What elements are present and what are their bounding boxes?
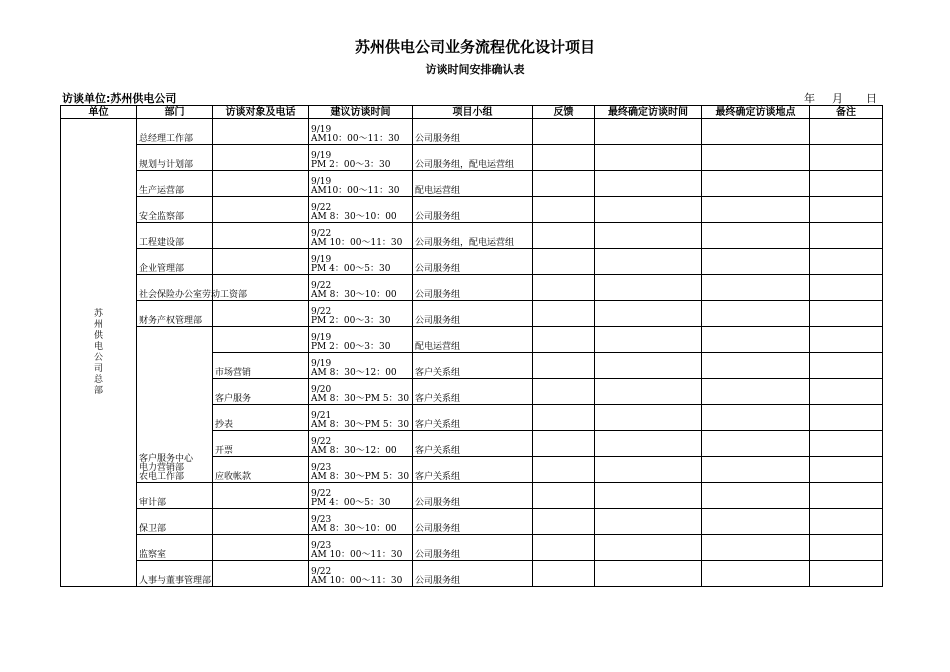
final-time-cell xyxy=(595,483,702,509)
col-suggested-time: 建议访谈时间 xyxy=(309,106,413,119)
group-cell: 公司服务组 xyxy=(413,561,533,587)
col-feedback: 反馈 xyxy=(533,106,595,119)
time-cell xyxy=(309,561,413,587)
time-cell xyxy=(309,249,413,275)
feedback-cell xyxy=(533,431,595,457)
document-title: 苏州供电公司业务流程优化设计项目 xyxy=(354,38,595,56)
table-row xyxy=(61,145,883,171)
group-cell: 客户关系组 xyxy=(413,457,533,483)
feedback-cell xyxy=(533,275,595,301)
remarks-cell xyxy=(810,197,883,223)
time-date: 9/22 xyxy=(311,281,332,291)
dept-cell: 总经理工作部 xyxy=(137,119,213,145)
feedback-cell xyxy=(533,483,595,509)
table-row xyxy=(61,561,883,587)
time-cell xyxy=(309,171,413,197)
final-time-cell xyxy=(595,535,702,561)
time-range: PM 4：00～5：30 xyxy=(311,264,391,274)
time-cell xyxy=(309,353,413,379)
time-cell xyxy=(309,145,413,171)
time-range: AM 8：30～PM 5：30 xyxy=(311,420,410,430)
remarks-cell xyxy=(810,405,883,431)
time-range: AM 8：30～12：00 xyxy=(311,368,397,378)
group-cell: 公司服务组，配电运营组 xyxy=(413,145,533,171)
interview-unit-label: 访谈单位:苏州供电公司 xyxy=(62,92,177,105)
col-contact: 访谈对象及电话 xyxy=(213,106,309,119)
contact-cell: 抄表 xyxy=(213,405,309,431)
final-time-cell xyxy=(595,171,702,197)
group-cell: 公司服务组 xyxy=(413,483,533,509)
feedback-cell xyxy=(533,379,595,405)
final-time-cell xyxy=(595,327,702,353)
time-range: AM 8：30～10：00 xyxy=(311,290,397,300)
time-date: 9/19 xyxy=(311,151,332,161)
group-cell: 客户关系组 xyxy=(413,379,533,405)
time-cell xyxy=(309,431,413,457)
final-location-cell xyxy=(702,223,810,249)
time-date: 9/22 xyxy=(311,437,332,447)
time-cell xyxy=(309,223,413,249)
final-location-cell xyxy=(702,509,810,535)
group-cell: 公司服务组 xyxy=(413,509,533,535)
contact-cell xyxy=(213,327,309,353)
dept-cell: 社会保险办公室劳动工资部 xyxy=(137,275,213,301)
contact-cell xyxy=(213,171,309,197)
document-subtitle: 访谈时间安排确认表 xyxy=(425,63,525,76)
group-cell: 客户关系组 xyxy=(413,405,533,431)
time-cell xyxy=(309,197,413,223)
feedback-cell xyxy=(533,509,595,535)
time-cell xyxy=(309,119,413,145)
table-row xyxy=(61,275,883,301)
time-range: AM10：00～11：30 xyxy=(311,186,400,196)
final-time-cell xyxy=(595,145,702,171)
time-range: AM 10：00～11：30 xyxy=(311,238,403,248)
dept-cell: 审计部 xyxy=(137,483,213,509)
group-cell: 配电运营组 xyxy=(413,327,533,353)
final-time-cell xyxy=(595,405,702,431)
dept-cell xyxy=(137,327,213,483)
group-cell: 公司服务组 xyxy=(413,119,533,145)
time-range: PM 2：00～3：30 xyxy=(311,160,391,170)
group-cell: 公司服务组 xyxy=(413,197,533,223)
final-time-cell xyxy=(595,197,702,223)
feedback-cell xyxy=(533,249,595,275)
final-time-cell xyxy=(595,249,702,275)
final-location-cell xyxy=(702,249,810,275)
table-row xyxy=(61,509,883,535)
table-row xyxy=(61,249,883,275)
table-row xyxy=(61,119,883,145)
group-cell: 公司服务组 xyxy=(413,275,533,301)
time-date: 9/22 xyxy=(311,229,332,239)
time-date: 9/22 xyxy=(311,567,332,577)
final-location-cell xyxy=(702,197,810,223)
final-location-cell xyxy=(702,457,810,483)
remarks-cell xyxy=(810,353,883,379)
time-cell xyxy=(309,327,413,353)
col-final-location: 最终确定访谈地点 xyxy=(702,106,810,119)
group-cell: 配电运营组 xyxy=(413,171,533,197)
remarks-cell xyxy=(810,457,883,483)
remarks-cell xyxy=(810,379,883,405)
dept-cell: 企业管理部 xyxy=(137,249,213,275)
time-cell xyxy=(309,535,413,561)
contact-cell xyxy=(213,119,309,145)
remarks-cell xyxy=(810,535,883,561)
col-final-time: 最终确定访谈时间 xyxy=(595,106,702,119)
time-date: 9/22 xyxy=(311,307,332,317)
final-time-cell xyxy=(595,431,702,457)
feedback-cell xyxy=(533,171,595,197)
contact-cell: 客户服务 xyxy=(213,379,309,405)
final-time-cell xyxy=(595,301,702,327)
day-label: 日 xyxy=(866,92,877,105)
dept-line: 农电工作部 xyxy=(139,472,185,482)
final-time-cell xyxy=(595,509,702,535)
remarks-cell xyxy=(810,509,883,535)
year-label: 年 xyxy=(804,92,815,105)
final-time-cell xyxy=(595,561,702,587)
final-location-cell xyxy=(702,145,810,171)
time-date: 9/19 xyxy=(311,255,332,265)
time-range: PM 2：00～3：30 xyxy=(311,342,391,352)
feedback-cell xyxy=(533,119,595,145)
month-label: 月 xyxy=(832,92,843,105)
group-cell: 公司服务组 xyxy=(413,249,533,275)
final-location-cell xyxy=(702,353,810,379)
time-cell xyxy=(309,405,413,431)
time-range: PM 2：00～3：30 xyxy=(311,316,391,326)
contact-cell xyxy=(213,197,309,223)
time-range: AM 8：30～10：00 xyxy=(311,524,397,534)
contact-cell xyxy=(213,561,309,587)
final-time-cell xyxy=(595,275,702,301)
group-cell: 客户关系组 xyxy=(413,353,533,379)
time-range: AM 8：30～PM 5：30 xyxy=(311,472,410,482)
time-cell xyxy=(309,457,413,483)
time-date: 9/22 xyxy=(311,203,332,213)
feedback-cell xyxy=(533,223,595,249)
time-cell xyxy=(309,509,413,535)
time-date: 9/19 xyxy=(311,177,332,187)
final-time-cell xyxy=(595,223,702,249)
time-date: 9/20 xyxy=(311,385,332,395)
unit-name: 苏州供电公司总部 xyxy=(93,308,103,396)
contact-cell xyxy=(213,223,309,249)
group-cell: 公司服务组，配电运营组 xyxy=(413,223,533,249)
col-dept: 部门 xyxy=(137,106,213,119)
time-date: 9/19 xyxy=(311,333,332,343)
contact-cell xyxy=(213,301,309,327)
final-location-cell xyxy=(702,301,810,327)
final-location-cell xyxy=(702,405,810,431)
dept-line: 电力营销部 xyxy=(139,463,185,473)
remarks-cell xyxy=(810,171,883,197)
feedback-cell xyxy=(533,561,595,587)
final-time-cell xyxy=(595,379,702,405)
remarks-cell xyxy=(810,431,883,457)
dept-cell: 监察室 xyxy=(137,535,213,561)
final-location-cell xyxy=(702,483,810,509)
final-location-cell xyxy=(702,171,810,197)
time-date: 9/23 xyxy=(311,463,332,473)
feedback-cell xyxy=(533,405,595,431)
table-row xyxy=(61,171,883,197)
table-row xyxy=(61,301,883,327)
time-cell xyxy=(309,275,413,301)
dept-cell: 安全监察部 xyxy=(137,197,213,223)
time-range: AM 10：00～11：30 xyxy=(311,550,403,560)
time-date: 9/19 xyxy=(311,359,332,369)
contact-cell: 市场营销 xyxy=(213,353,309,379)
contact-cell xyxy=(213,249,309,275)
feedback-cell xyxy=(533,327,595,353)
group-cell: 公司服务组 xyxy=(413,535,533,561)
dept-cell: 保卫部 xyxy=(137,509,213,535)
remarks-cell xyxy=(810,223,883,249)
col-project-group: 项目小组 xyxy=(413,106,533,119)
time-cell xyxy=(309,483,413,509)
feedback-cell xyxy=(533,197,595,223)
final-time-cell xyxy=(595,457,702,483)
table-row xyxy=(61,483,883,509)
table-row xyxy=(61,327,883,353)
dept-cell: 人事与董事管理部 xyxy=(137,561,213,587)
col-unit: 单位 xyxy=(61,106,137,119)
contact-cell xyxy=(213,483,309,509)
time-date: 9/19 xyxy=(311,125,332,135)
final-location-cell xyxy=(702,275,810,301)
header-row xyxy=(61,106,883,119)
time-range: AM 8：30～PM 5：30 xyxy=(311,394,410,404)
group-cell: 客户关系组 xyxy=(413,431,533,457)
schedule-table xyxy=(60,105,883,587)
dept-cell: 规划与计划部 xyxy=(137,145,213,171)
time-date: 9/21 xyxy=(311,411,332,421)
table-row xyxy=(61,223,883,249)
unit-cell xyxy=(61,119,137,587)
time-range: AM 8：30～10：00 xyxy=(311,212,397,222)
final-location-cell xyxy=(702,535,810,561)
remarks-cell xyxy=(810,119,883,145)
dept-line: 客户服务中心 xyxy=(139,454,194,464)
time-range: AM 10：00～11：30 xyxy=(311,576,403,586)
table-row xyxy=(61,197,883,223)
remarks-cell xyxy=(810,301,883,327)
time-cell xyxy=(309,379,413,405)
remarks-cell xyxy=(810,327,883,353)
col-remarks: 备注 xyxy=(810,106,883,119)
time-date: 9/22 xyxy=(311,489,332,499)
remarks-cell xyxy=(810,145,883,171)
final-location-cell xyxy=(702,327,810,353)
contact-cell xyxy=(213,145,309,171)
dept-cell: 生产运营部 xyxy=(137,171,213,197)
time-cell xyxy=(309,301,413,327)
remarks-cell xyxy=(810,249,883,275)
final-location-cell xyxy=(702,561,810,587)
dept-cell: 工程建设部 xyxy=(137,223,213,249)
contact-cell: 应收帐款 xyxy=(213,457,309,483)
contact-cell xyxy=(213,509,309,535)
feedback-cell xyxy=(533,353,595,379)
contact-cell: 开票 xyxy=(213,431,309,457)
feedback-cell xyxy=(533,145,595,171)
final-location-cell xyxy=(702,379,810,405)
feedback-cell xyxy=(533,535,595,561)
feedback-cell xyxy=(533,301,595,327)
contact-cell xyxy=(213,535,309,561)
final-location-cell xyxy=(702,431,810,457)
remarks-cell xyxy=(810,275,883,301)
dept-cell: 财务产权管理部 xyxy=(137,301,213,327)
time-date: 9/23 xyxy=(311,515,332,525)
feedback-cell xyxy=(533,457,595,483)
final-time-cell xyxy=(595,119,702,145)
table-row xyxy=(61,535,883,561)
final-time-cell xyxy=(595,353,702,379)
time-range: AM 8：30～12：00 xyxy=(311,446,397,456)
time-range: AM10：00～11：30 xyxy=(311,134,400,144)
remarks-cell xyxy=(810,561,883,587)
final-location-cell xyxy=(702,119,810,145)
group-cell: 公司服务组 xyxy=(413,301,533,327)
remarks-cell xyxy=(810,483,883,509)
time-range: PM 4：00～5：30 xyxy=(311,498,391,508)
time-date: 9/23 xyxy=(311,541,332,551)
